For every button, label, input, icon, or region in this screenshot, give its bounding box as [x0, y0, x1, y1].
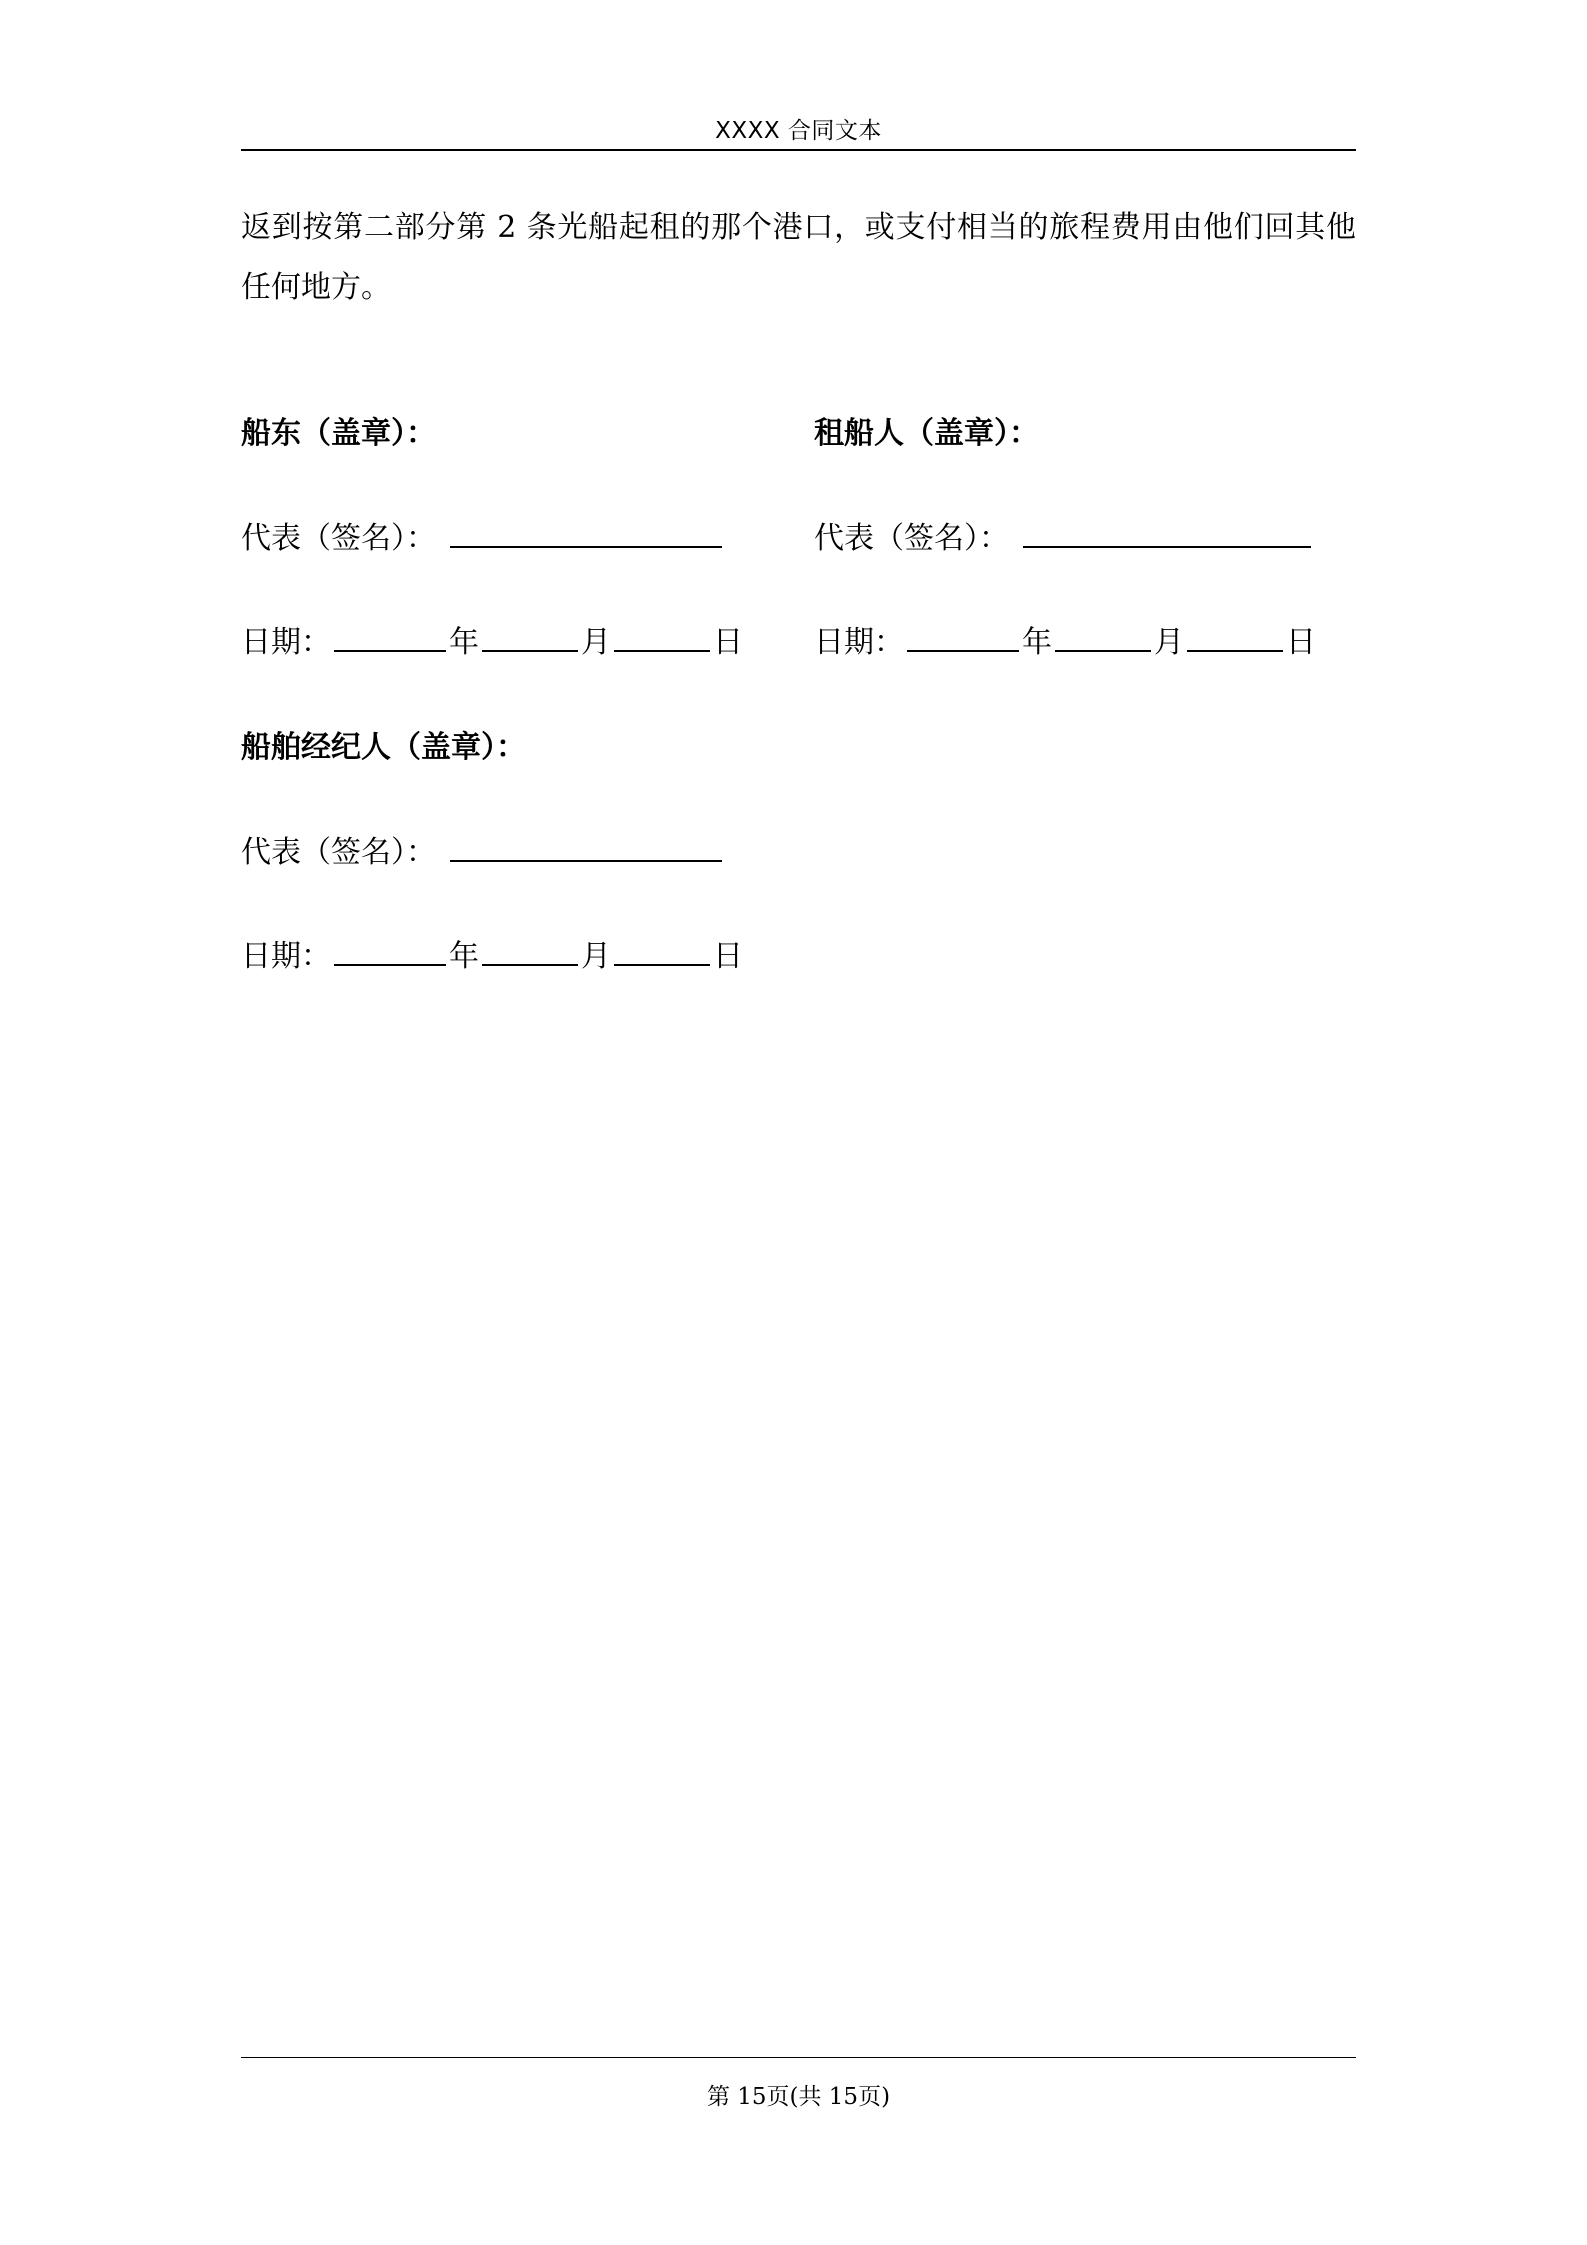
owner-year-field[interactable]	[334, 622, 446, 652]
broker-day-label: 日	[713, 939, 743, 974]
broker-year-label: 年	[449, 939, 479, 974]
contract-paragraph: 返到按第二部分第 2 条光船起租的那个港口，或支付相当的旅程费用由他们回其他任何地方。	[241, 210, 1356, 305]
charterer-date-row	[814, 622, 1316, 663]
footer-divider	[241, 2057, 1356, 2058]
charterer-month-label: 月	[1154, 625, 1184, 660]
broker-date-row	[241, 936, 743, 977]
broker-seal-heading: 船舶经纪人（盖章）：	[241, 730, 526, 765]
owner-rep-label: 代表（签名）：	[241, 521, 436, 556]
owner-date-row	[241, 622, 743, 663]
charterer-representative-row	[814, 518, 1314, 559]
owner-month-field[interactable]	[482, 622, 578, 652]
owner-month-label: 月	[581, 625, 611, 660]
owner-seal-heading: 船东（盖章）：	[241, 416, 436, 451]
broker-representative-row	[241, 832, 725, 873]
owner-year-label: 年	[449, 625, 479, 660]
document-header-title: XXXX 合同文本	[715, 118, 882, 144]
broker-month-label: 月	[581, 939, 611, 974]
broker-day-field[interactable]	[614, 936, 710, 966]
broker-signature-field[interactable]	[450, 832, 722, 862]
owner-representative-row	[241, 518, 725, 559]
owner-day-field[interactable]	[614, 622, 710, 652]
owner-signature-field[interactable]	[450, 518, 722, 548]
charterer-seal-heading: 租船人（盖章）：	[814, 416, 1039, 451]
charterer-signature-field[interactable]	[1023, 518, 1311, 548]
charterer-rep-label: 代表（签名）：	[814, 521, 1009, 556]
charterer-date-label: 日期：	[814, 625, 904, 660]
charterer-day-field[interactable]	[1187, 622, 1283, 652]
charterer-year-label: 年	[1022, 625, 1052, 660]
broker-rep-label: 代表（签名）：	[241, 835, 436, 870]
page-number: 第 15页(共 15页)	[706, 2084, 891, 2110]
charterer-day-label: 日	[1286, 625, 1316, 660]
header-divider	[241, 149, 1356, 151]
owner-date-label: 日期：	[241, 625, 331, 660]
broker-year-field[interactable]	[334, 936, 446, 966]
broker-month-field[interactable]	[482, 936, 578, 966]
broker-date-label: 日期：	[241, 939, 331, 974]
charterer-year-field[interactable]	[907, 622, 1019, 652]
owner-day-label: 日	[713, 625, 743, 660]
charterer-month-field[interactable]	[1055, 622, 1151, 652]
